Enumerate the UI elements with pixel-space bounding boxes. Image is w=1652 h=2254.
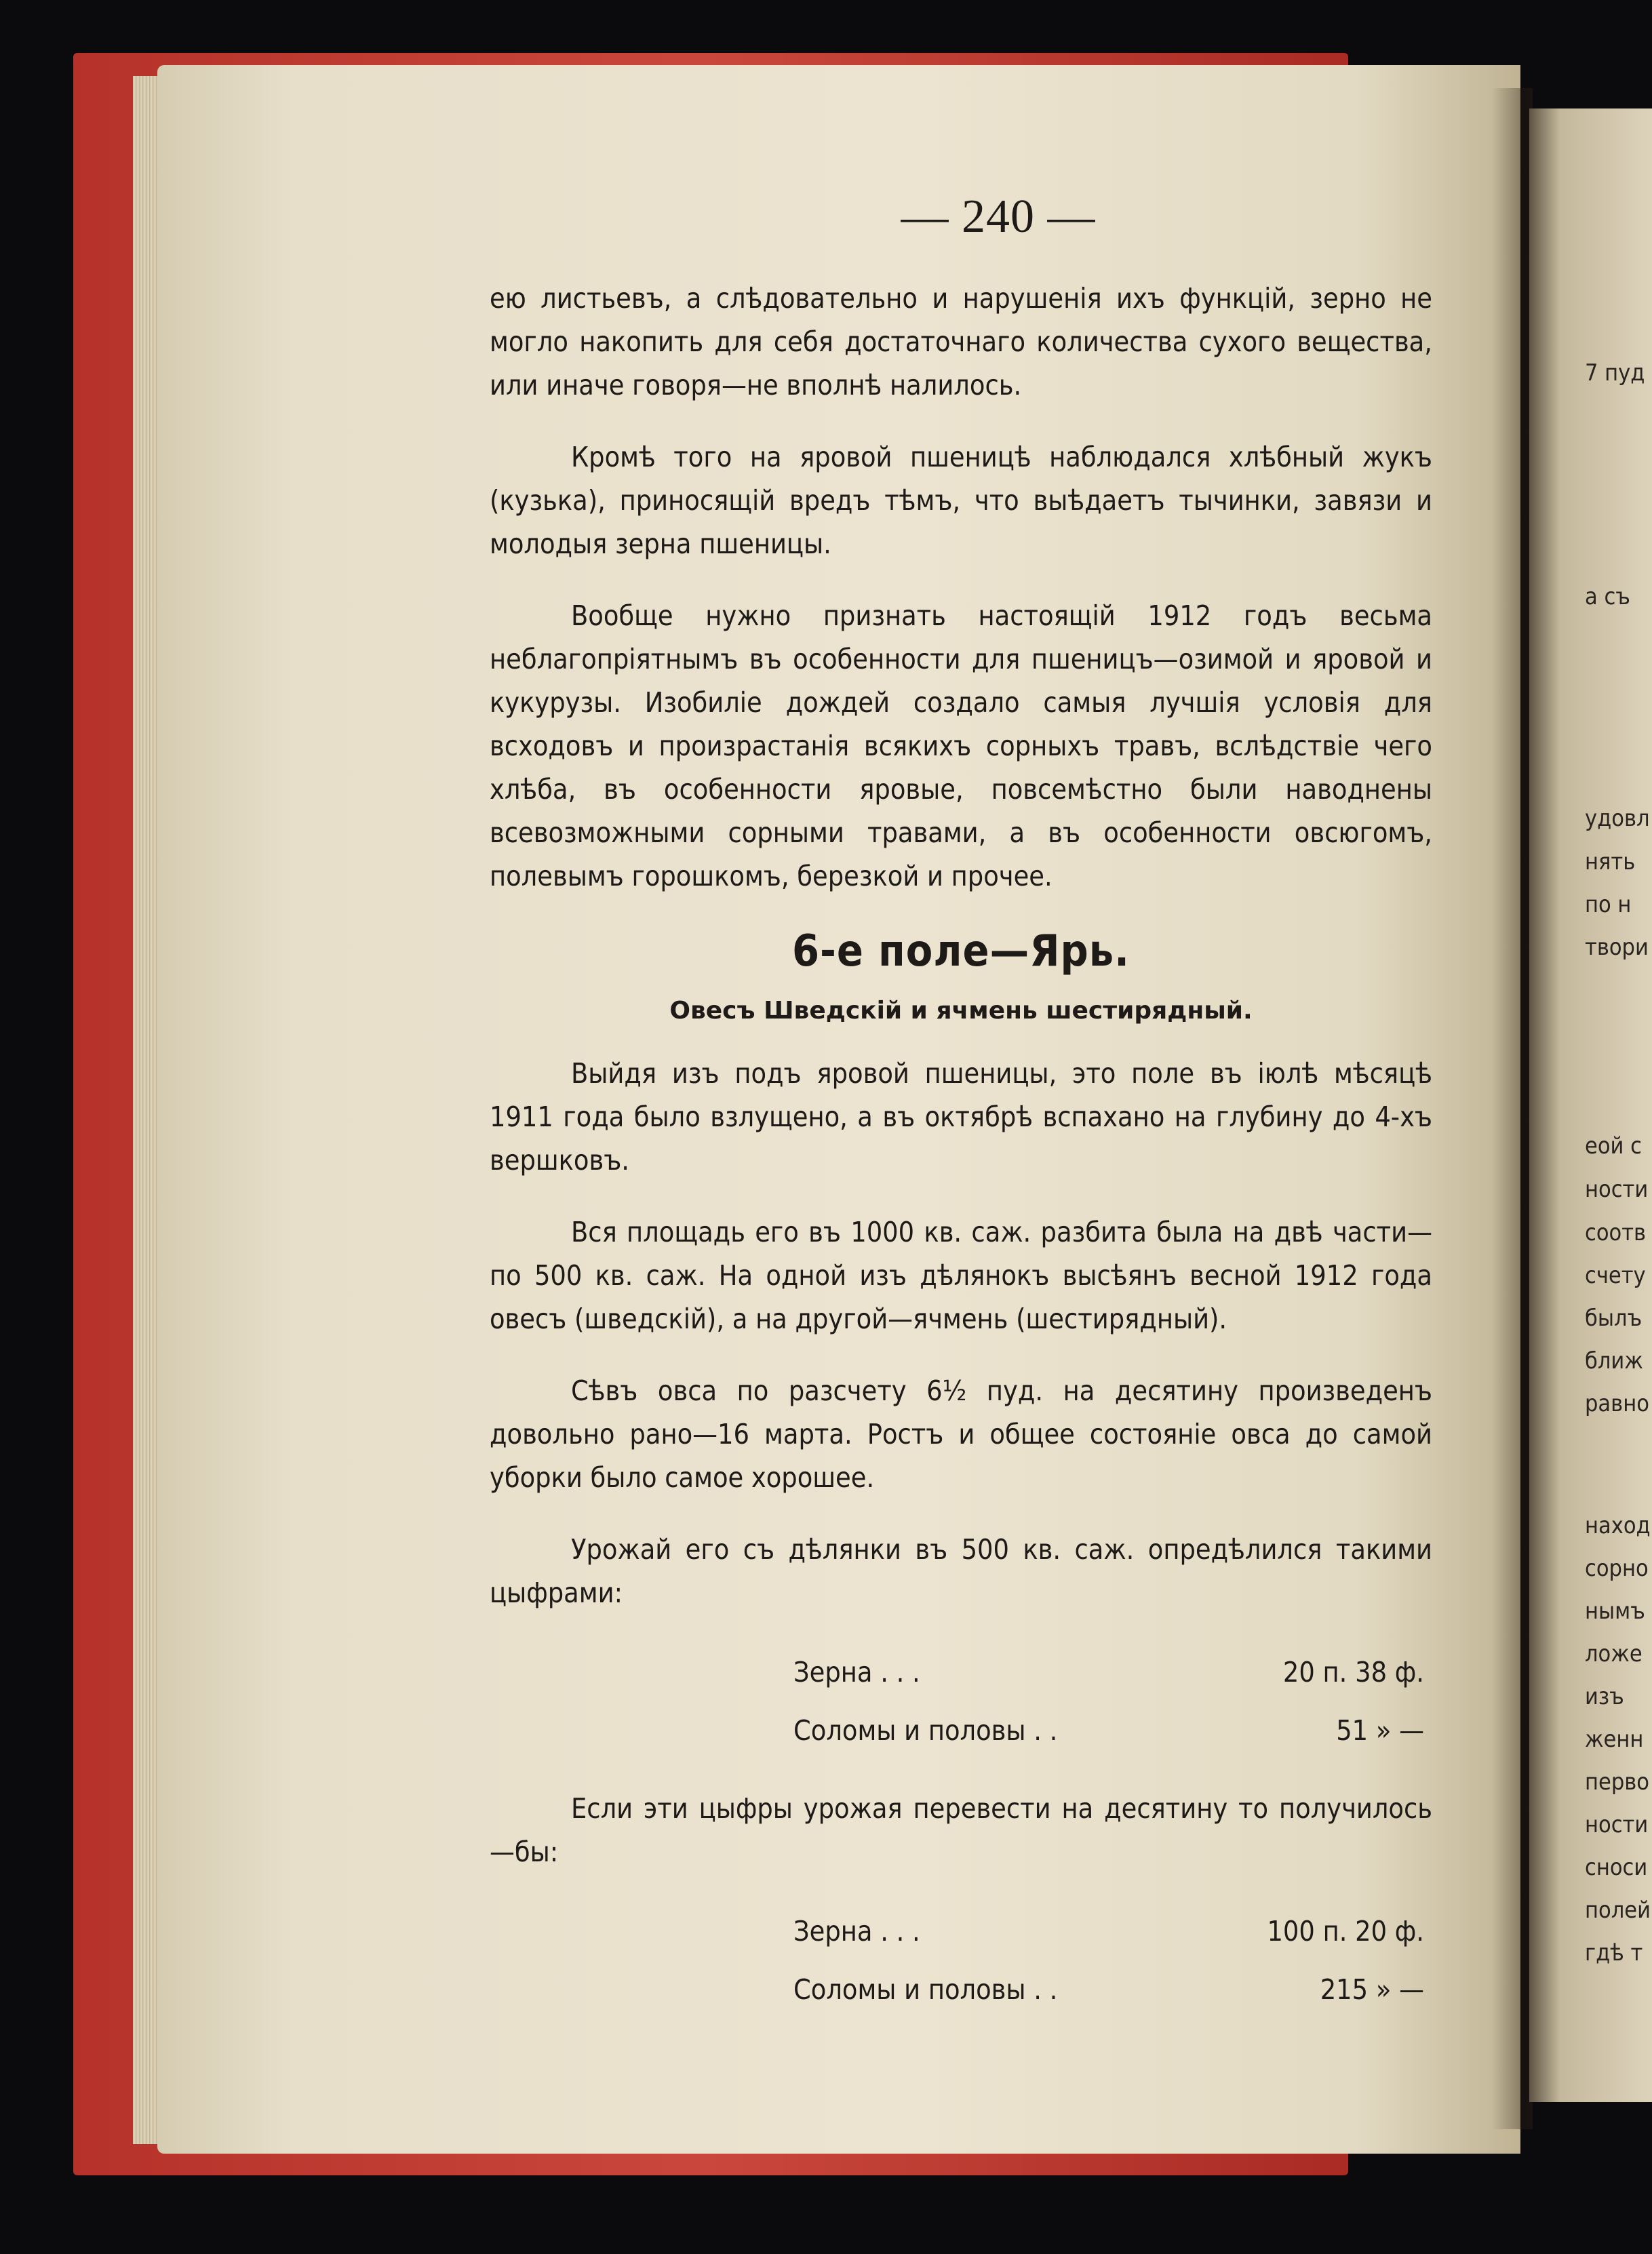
right-fragment: полей (1585, 1897, 1651, 1924)
paragraph-5: Вся площадь его въ 1000 кв. саж. разбита была на двѣ части—по 500 кв. саж. На одной изъ дѣлянокъ высѣянъ весной 1912 года овесъ (шведскій), а на другой—ячмень (шестирядный). (490, 1216, 1432, 1335)
right-fragment: а съ (1585, 583, 1630, 610)
right-fragment: наход (1585, 1512, 1651, 1539)
right-fragment: сноси (1585, 1854, 1648, 1881)
right-fragment: гдѣ т (1585, 1939, 1643, 1966)
right-fragment: нымъ (1585, 1598, 1645, 1625)
section-heading: 6-е поле—Ярь. (791, 926, 1130, 976)
row-value: 215 » — (1320, 1973, 1424, 2006)
right-fragment: ности (1585, 1176, 1649, 1203)
right-fragment: удовл (1585, 805, 1650, 832)
yield-table-desyatina (490, 1902, 1432, 2019)
paragraph-1: ею листьевъ, а слѣдовательно и нарушенія ихъ функцій, зерно не могло накопить для себя достаточнаго количества сухого вещества, или иначе говоря—не вполнѣ налилось. (490, 282, 1432, 401)
book-gutter (1492, 88, 1533, 2129)
paragraph-8: Если эти цыфры урожая перевести на десятину то получилось—бы: (490, 1792, 1432, 1868)
page-content (490, 190, 1432, 2046)
right-fragment: равно (1585, 1390, 1649, 1417)
right-fragment: ности (1585, 1811, 1649, 1838)
right-fragment: 7 пуд (1585, 359, 1645, 387)
right-fragment: счету (1585, 1262, 1646, 1289)
right-fragment: ложе (1585, 1640, 1643, 1667)
right-fragment: еой с (1585, 1132, 1642, 1160)
section-subheading: Овесъ Шведскій и ячмень шестирядный. (669, 997, 1253, 1025)
row-value: 100 п. 20 ф. (1267, 1915, 1424, 1947)
table-row (490, 1701, 1432, 1760)
row-label: Соломы и половы . . (793, 1973, 1058, 2006)
right-fragment: нять (1585, 848, 1636, 875)
right-fragment: ближ (1585, 1347, 1643, 1375)
paragraph-7: Урожай его съ дѣлянки въ 500 кв. саж. опредѣлился такими цыфрами: (490, 1533, 1432, 1609)
paragraph-4: Выйдя изъ подъ яровой пшеницы, это поле въ іюлѣ мѣсяцѣ 1911 года было взлущено, а въ октябрѣ вспахано на глубину до 4-хъ вершковъ. (490, 1057, 1432, 1177)
right-fragment: былъ (1585, 1305, 1643, 1332)
right-fragment: твори (1585, 934, 1649, 961)
right-fragment: женн (1585, 1726, 1644, 1753)
paragraph-6: Сѣвъ овса по разсчету 6½ пуд. на десятину произведенъ довольно рано—16 марта. Ростъ и общее состояніе овса до самой уборки было самое хорошее. (490, 1375, 1432, 1494)
row-value: 51 » — (1336, 1714, 1424, 1747)
right-fragment: перво (1585, 1768, 1649, 1796)
row-label: Зерна . . . (793, 1656, 920, 1688)
table-row (490, 1643, 1432, 1701)
yield-table-plot (490, 1643, 1432, 1760)
table-row (490, 1902, 1432, 1960)
page-number: — 240 — (901, 191, 1096, 243)
row-label: Зерна . . . (793, 1915, 920, 1947)
row-value: 20 п. 38 ф. (1282, 1656, 1424, 1688)
paragraph-2: Кромѣ того на яровой пшеницѣ наблюдался хлѣбный жукъ (кузька), приносящій вредъ тѣмъ, что выѣдаетъ тычинки, завязи и молодыя зерна пшеницы. (490, 441, 1432, 560)
right-fragment: по н (1585, 891, 1632, 918)
right-page (1529, 108, 1652, 2102)
table-row (490, 1960, 1432, 2019)
right-fragment: изъ (1585, 1683, 1624, 1710)
right-fragment: соотв (1585, 1219, 1647, 1246)
right-fragment: сорно (1585, 1555, 1649, 1582)
row-label: Соломы и половы . . (793, 1714, 1058, 1747)
paragraph-3: Вообще нужно признать настоящій 1912 годъ весьма неблагопріятнымъ въ особенности для пшеницъ—озимой и яровой и кукурузы. Изобиліе дождей создало самыя лучшія условія для всходовъ и произрастанія всякихъ сорныхъ травъ, вслѣдствіе чего хлѣба, въ особенности яровые, повсемѣстно были наводнены всевозможными сорными травами, а въ особенности овсюгомъ, полевымъ горошкомъ, березкой и прочее. (490, 599, 1432, 892)
